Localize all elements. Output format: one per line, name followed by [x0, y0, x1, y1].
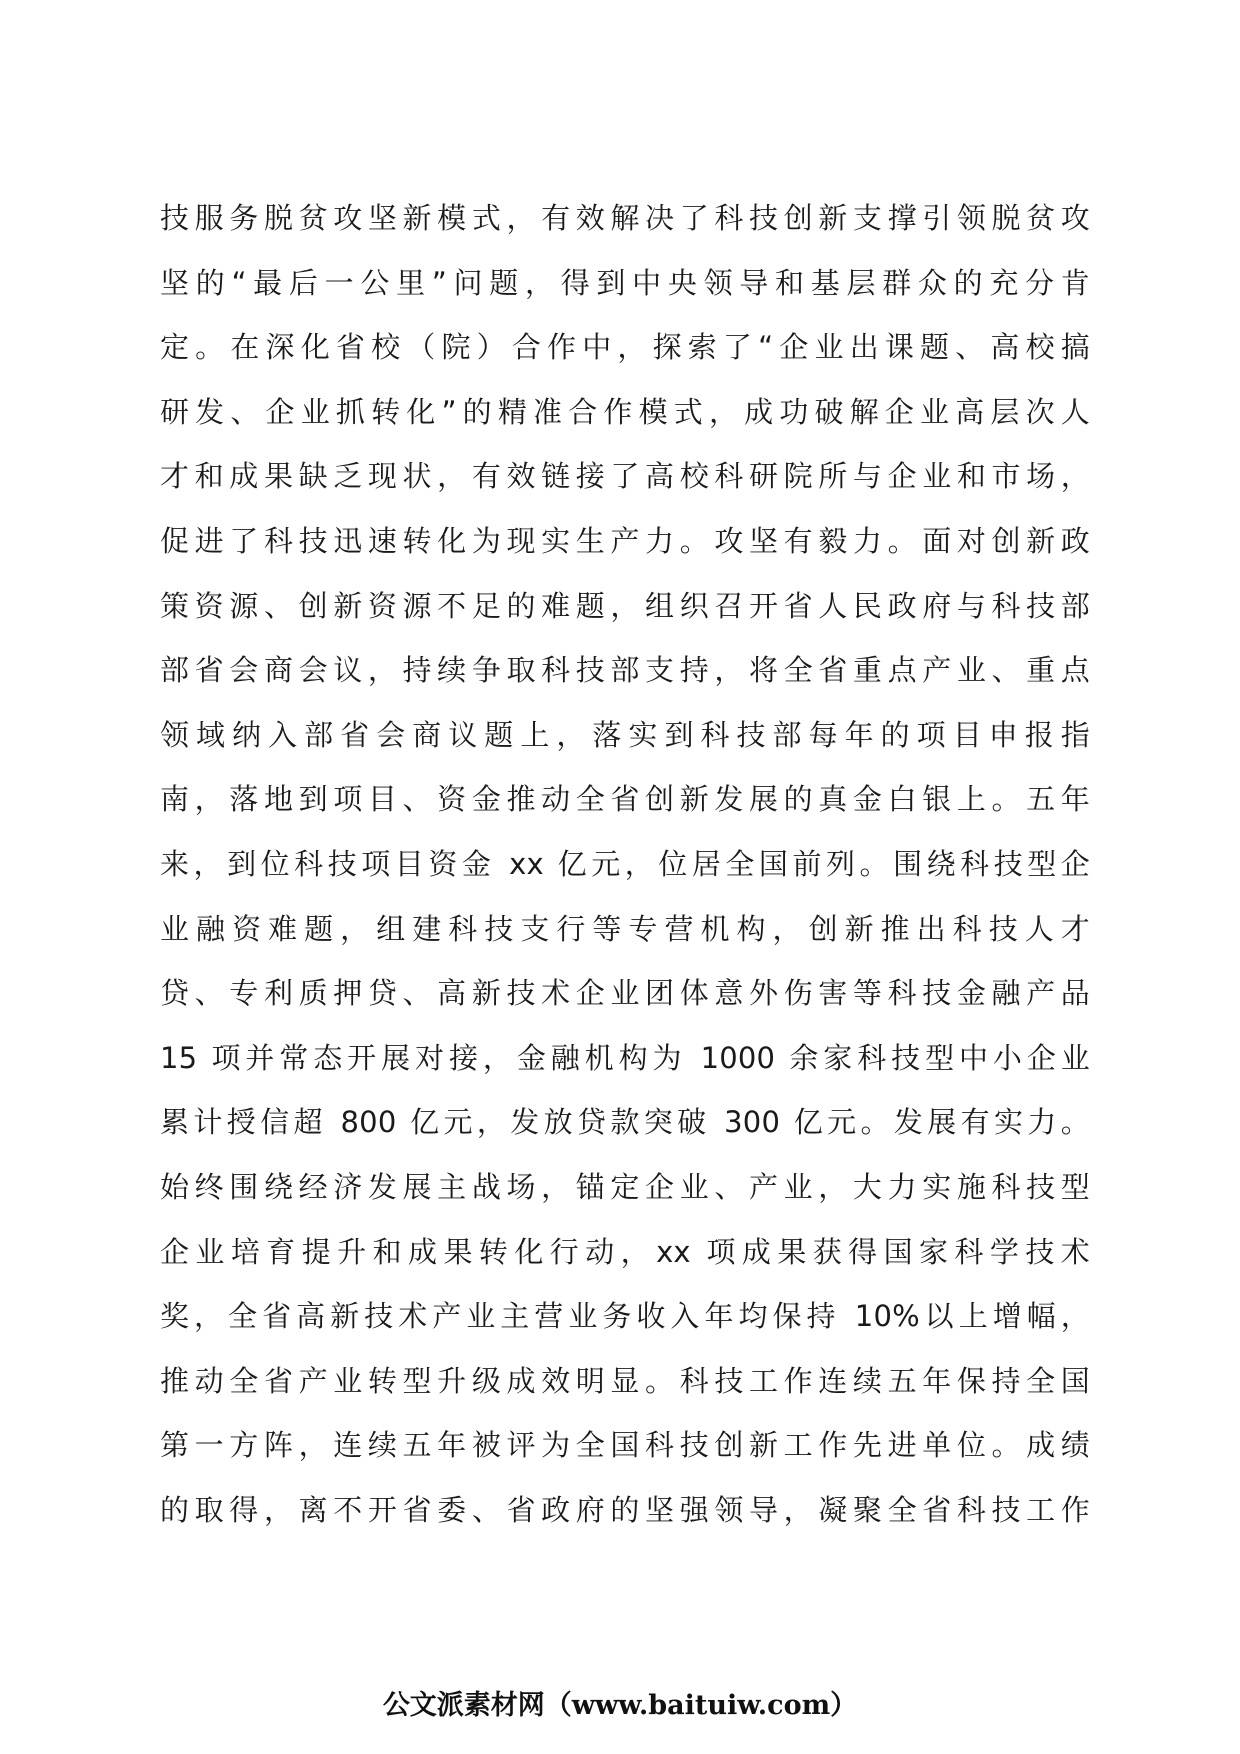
text-line: 坚的“最后一公里”问题，得到中央领导和基层群众的充分肯	[160, 265, 1090, 300]
text-line: 部省会商会议，持续争取科技部支持，将全省重点产业、重点	[160, 653, 1090, 688]
text-line: 南，落地到项目、资金推动全省创新发展的真金白银上。五年	[160, 782, 1090, 817]
text-line: 奖，全省高新技术产业主营业务收入年均保持 10%以上增幅，	[160, 1299, 1090, 1334]
text-line: 第一方阵，连续五年被评为全国科技创新工作先进单位。成绩	[160, 1428, 1090, 1463]
page-footer-watermark: 公文派素材网（www.baituiw.com）	[382, 1690, 858, 1721]
text-line: 来，到位科技项目资金 xx 亿元，位居全国前列。围绕科技型企	[160, 846, 1090, 881]
text-line: 定。在深化省校（院）合作中，探索了“企业出课题、高校搞	[160, 330, 1090, 365]
text-line: 策资源、创新资源不足的难题，组织召开省人民政府与科技部	[160, 588, 1090, 623]
text-line: 贷、专利质押贷、高新技术企业团体意外伤害等科技金融产品	[160, 976, 1090, 1011]
text-line: 始终围绕经济发展主战场，锚定企业、产业，大力实施科技型	[160, 1169, 1090, 1204]
text-line: 的取得，离不开省委、省政府的坚强领导，凝聚全省科技工作	[160, 1492, 1090, 1527]
text-line: 研发、企业抓转化”的精准合作模式，成功破解企业高层次人	[160, 394, 1090, 429]
text-line: 领域纳入部省会商议题上，落实到科技部每年的项目申报指	[160, 717, 1090, 752]
text-line: 促进了科技迅速转化为现实生产力。攻坚有毅力。面对创新政	[160, 523, 1090, 558]
text-line: 推动全省产业转型升级成效明显。科技工作连续五年保持全国	[160, 1363, 1090, 1398]
text-line: 技服务脱贫攻坚新模式，有效解决了科技创新支撑引领脱贫攻	[160, 201, 1090, 235]
text-line: 业融资难题，组建科技支行等专营机构，创新推出科技人才	[160, 911, 1090, 946]
body-paragraph	[160, 186, 1090, 1542]
text-line: 累计授信超 800 亿元，发放贷款突破 300 亿元。发展有实力。	[160, 1105, 1090, 1140]
text-line: 15 项并常态开展对接，金融机构为 1000 余家科技型中小企业	[160, 1040, 1090, 1075]
text-line: 企业培育提升和成果转化行动，xx 项成果获得国家科学技术	[160, 1234, 1090, 1269]
text-line: 才和成果缺乏现状，有效链接了高校科研院所与企业和市场，	[160, 459, 1090, 494]
